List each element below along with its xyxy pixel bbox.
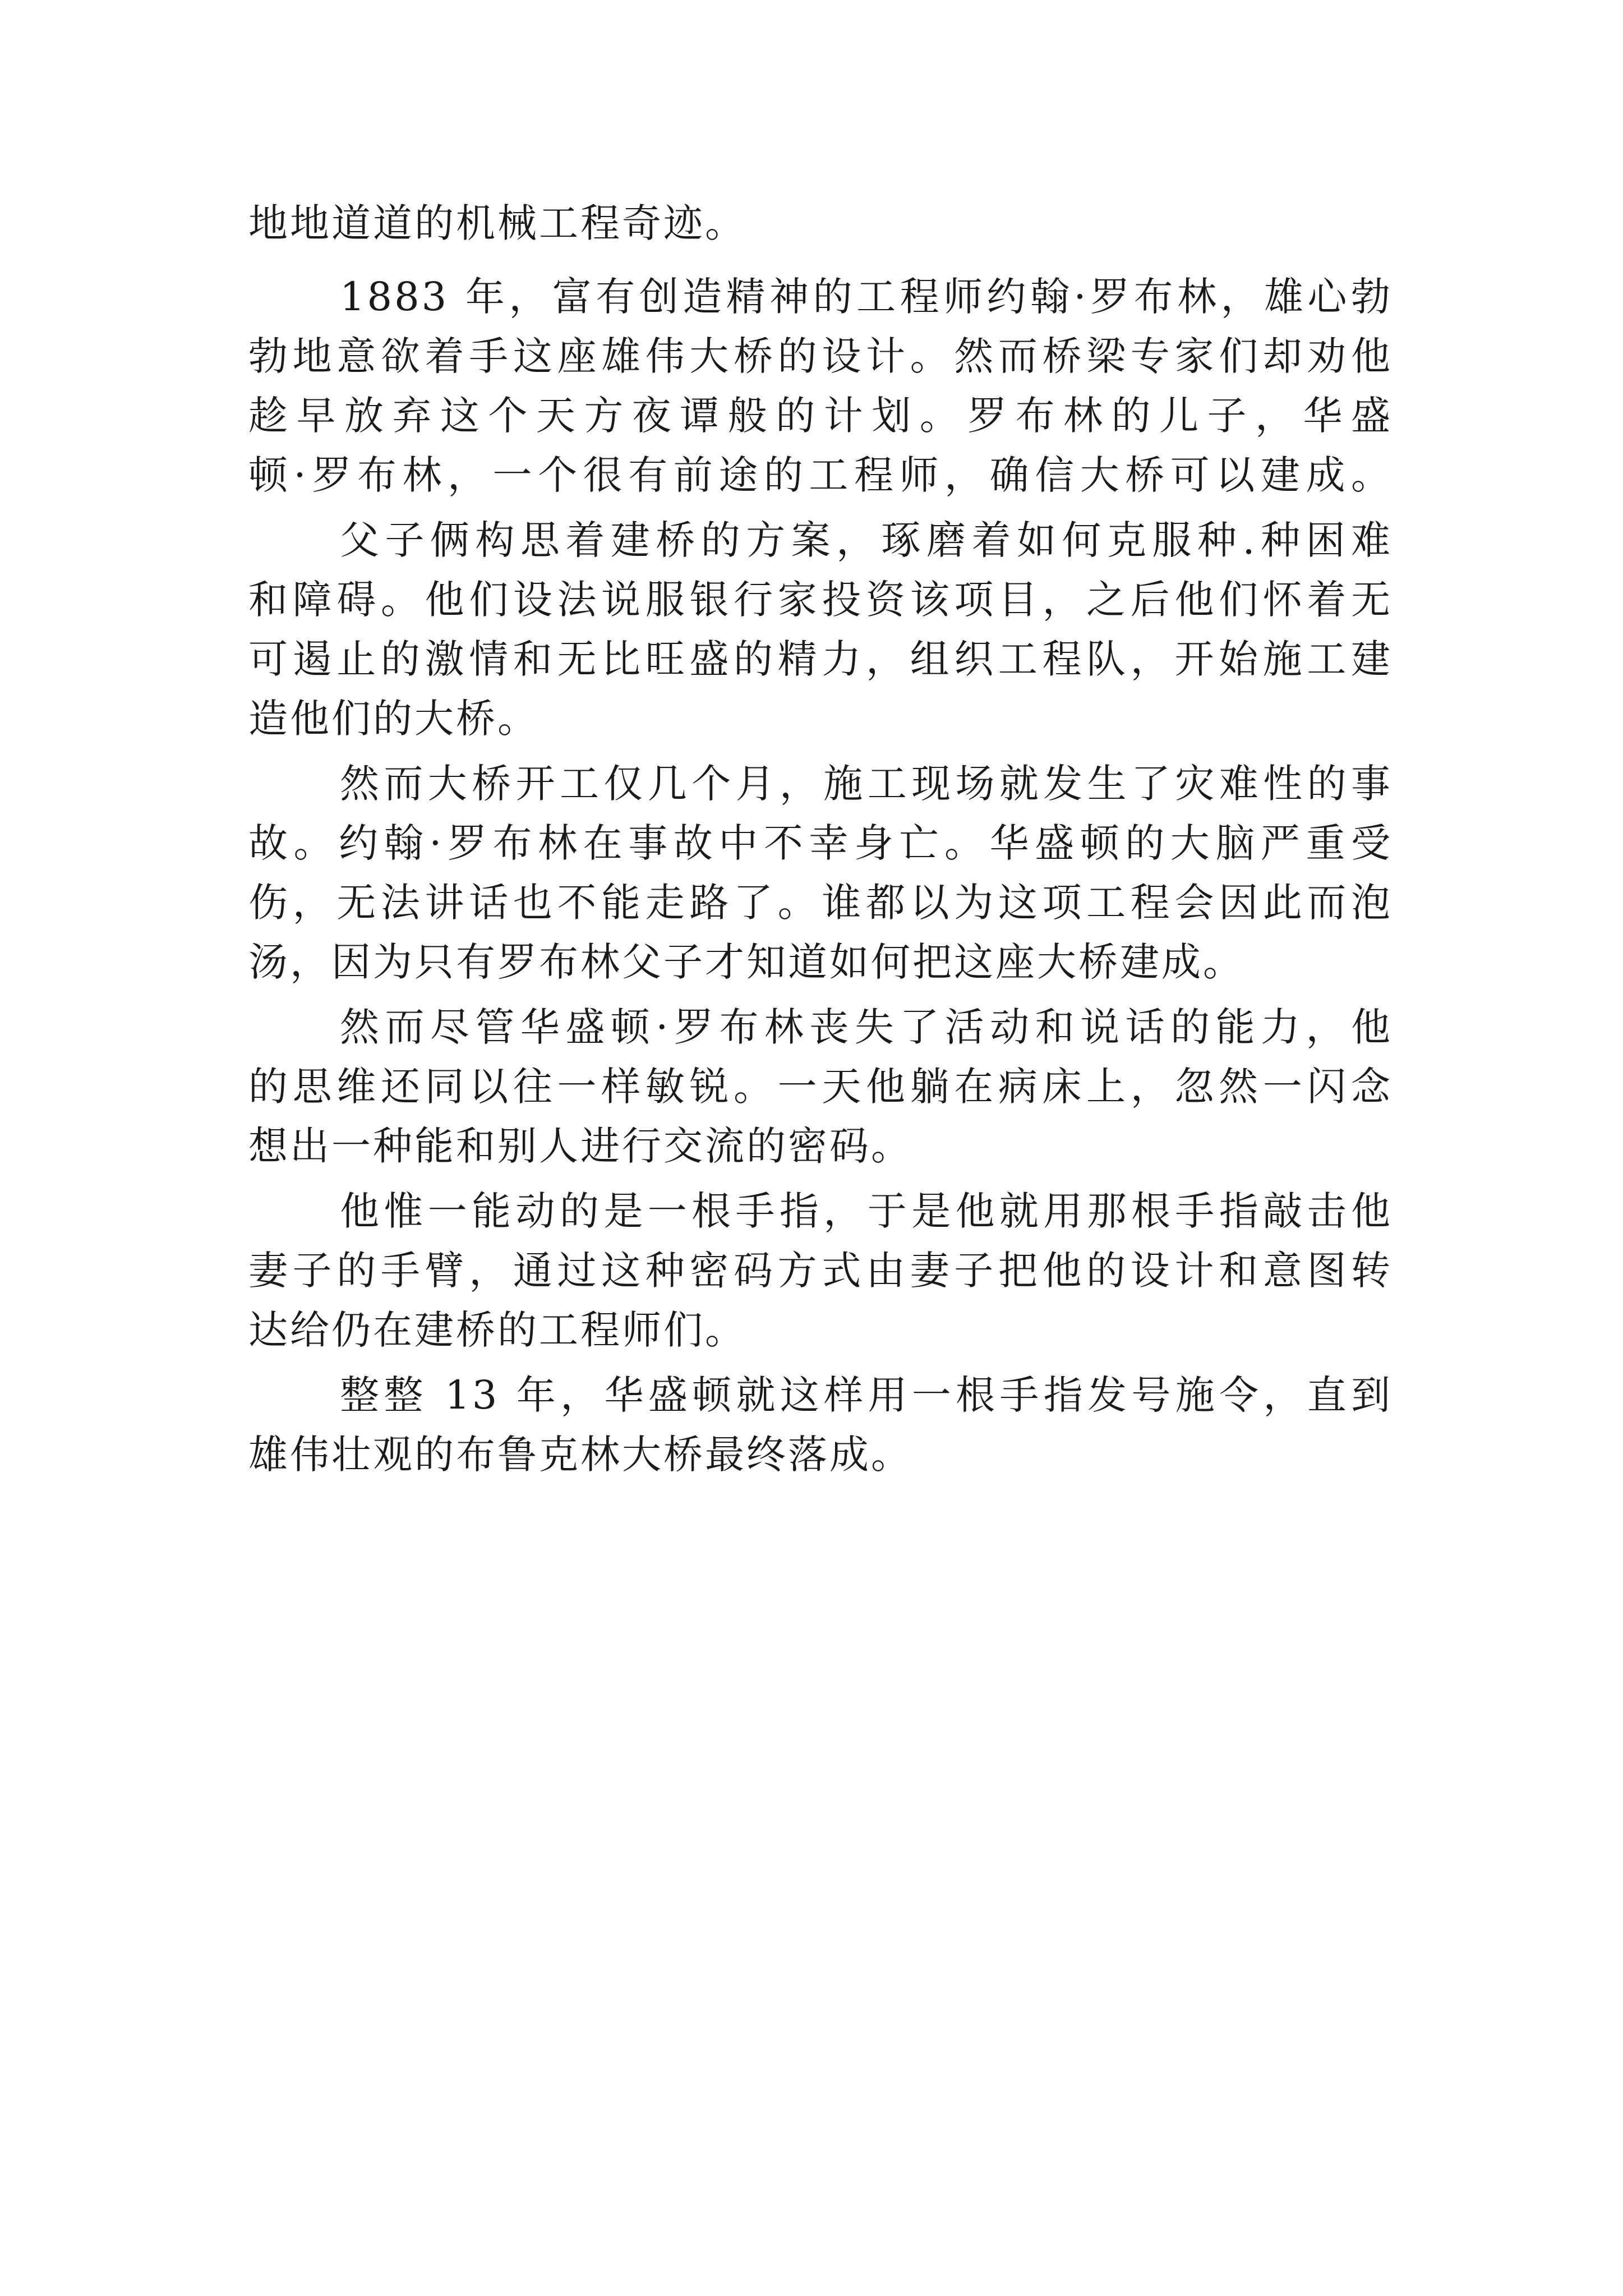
text-line: 想出一种能和别人进行交流的密码。	[248, 1123, 912, 1169]
paragraph-first-line: 1883 年，富有创造精神的工程师约翰·罗布林，雄心勃	[340, 274, 1393, 320]
text-line: 地地道道的机械工程奇迹。	[248, 200, 746, 246]
text-line: 汤，因为只有罗布林父子才知道如何把这座大桥建成。	[248, 939, 1244, 985]
paragraph-first-line: 然而大桥开工仅几个月，施工现场就发生了灾难性的事	[340, 761, 1393, 807]
text-line: 达给仍在建桥的工程师们。	[248, 1307, 746, 1353]
text-line: 的思维还同以往一样敏锐。一天他躺在病床上，忽然一闪念	[248, 1064, 1393, 1110]
text-line: 趁早放弃这个天方夜谭般的计划。罗布林的儿子，华盛	[248, 393, 1393, 439]
text-line: 故。约翰·罗布林在事故中不幸身亡。华盛顿的大脑严重受	[248, 820, 1393, 866]
paragraph-first-line: 父子俩构思着建桥的方案，琢磨着如何克服种.种困难	[340, 517, 1393, 563]
text-line: 可遏止的激情和无比旺盛的精力，组织工程队，开始施工建	[248, 636, 1393, 682]
paragraph-first-line: 然而尽管华盛顿·罗布林丧失了活动和说话的能力，他	[340, 1004, 1393, 1050]
text-line: 妻子的手臂，通过这种密码方式由妻子把他的设计和意图转	[248, 1248, 1393, 1294]
text-line: 造他们的大桥。	[248, 696, 539, 742]
text-line: 和障碍。他们设法说服银行家投资该项目，之后他们怀着无	[248, 577, 1393, 623]
text-line: 勃地意欲着手这座雄伟大桥的设计。然而桥梁专家们却劝他	[248, 333, 1393, 379]
text-line: 顿·罗布林，一个很有前途的工程师，确信大桥可以建成。	[248, 452, 1393, 498]
paragraph-first-line: 他惟一能动的是一根手指，于是他就用那根手指敲击他	[340, 1188, 1393, 1234]
text-line: 伤，无法讲话也不能走路了。谁都以为这项工程会因此而泡	[248, 880, 1393, 926]
text-line: 雄伟壮观的布鲁克林大桥最终落成。	[248, 1432, 912, 1478]
paragraph-first-line: 整整 13 年，华盛顿就这样用一根手指发号施令，直到	[340, 1372, 1393, 1418]
